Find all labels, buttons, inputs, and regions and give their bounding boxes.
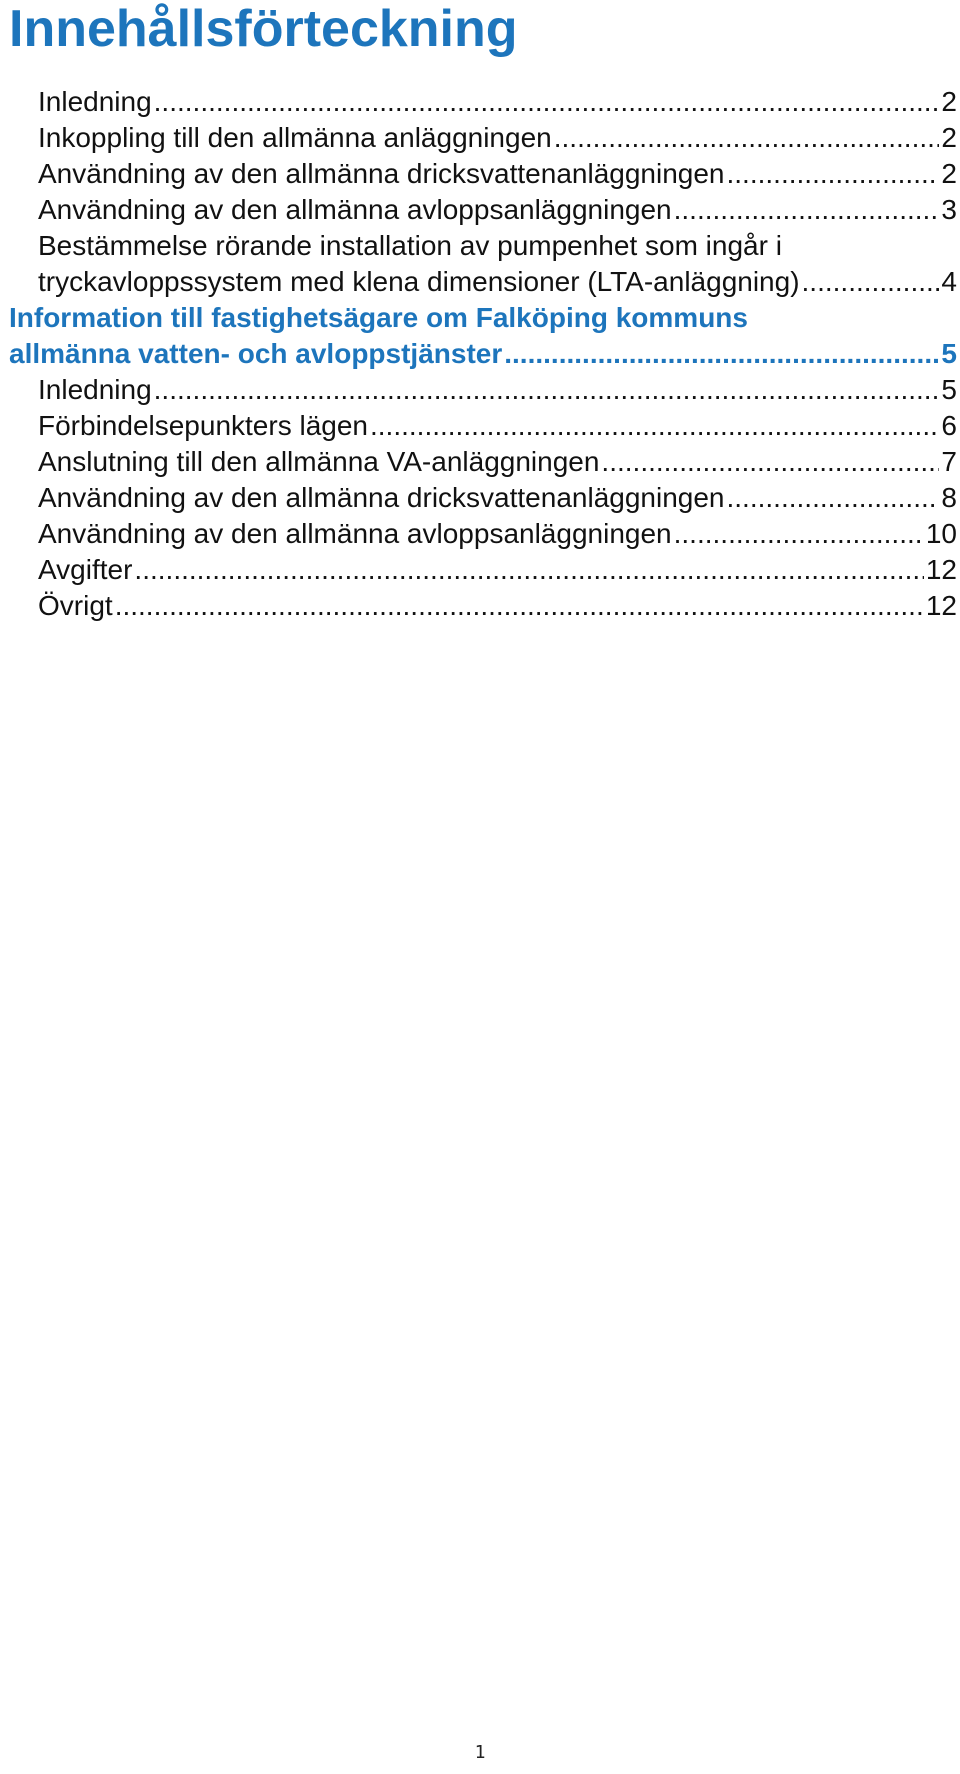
toc-dot-leader (674, 516, 924, 552)
toc-entry-text: Inkoppling till den allmänna anläggningen (38, 122, 552, 153)
toc-entry-page: 12 (925, 590, 957, 621)
toc-entry-page: 6 (941, 410, 957, 441)
toc-entry-text: Anslutning till den allmänna VA-anläggningen (38, 446, 600, 477)
toc-entry-text: Inledning (38, 86, 152, 117)
toc-dot-leader (601, 444, 939, 480)
toc-dot-leader (727, 156, 940, 192)
toc-section-heading[interactable] (0, 300, 960, 372)
toc-entry-page: 10 (925, 518, 957, 549)
toc-entry[interactable] (0, 84, 960, 120)
toc-entry-page: 7 (941, 446, 957, 477)
toc-entry[interactable] (0, 156, 960, 192)
toc-entry-page: 2 (941, 158, 957, 189)
toc-entry-text: Användning av den allmänna avloppsanläggningen (38, 194, 672, 225)
toc-entry-text: Inledning (38, 374, 152, 405)
toc-entry-text-line1: Information till fastighetsägare om Falköping kommuns (9, 302, 748, 333)
toc-entry-page: 5 (941, 374, 957, 405)
toc-entry-text: Avgifter (38, 554, 133, 585)
toc-entry[interactable] (0, 192, 960, 228)
toc-entry[interactable] (0, 444, 960, 480)
toc-dot-leader (674, 192, 940, 228)
toc-entry-page: 2 (941, 86, 957, 117)
toc-entry-page: 5 (941, 338, 957, 369)
toc-dot-leader (115, 588, 924, 624)
toc-entry[interactable] (0, 588, 960, 624)
toc-dot-leader (504, 336, 939, 372)
toc-entry-page: 3 (941, 194, 957, 225)
toc-entry[interactable] (0, 552, 960, 588)
toc-entry-text: Användning av den allmänna dricksvattenanläggningen (38, 482, 725, 513)
toc-entry[interactable] (0, 408, 960, 444)
toc-entry[interactable] (0, 372, 960, 408)
toc-entry-page: 12 (925, 554, 957, 585)
toc-dot-leader (727, 480, 940, 516)
toc-dot-leader (802, 264, 940, 300)
toc-entry-text-line2: allmänna vatten- och avloppstjänster (9, 338, 503, 369)
toc-entry-text: Användning av den allmänna avloppsanläggningen (38, 518, 672, 549)
toc-entry-text: Förbindelsepunkters lägen (38, 410, 368, 441)
toc-dot-leader (134, 552, 923, 588)
page-number: 1 (474, 1742, 486, 1763)
toc-entry[interactable] (0, 516, 960, 552)
toc-dot-leader (154, 84, 940, 120)
toc-entry-page: 4 (941, 266, 957, 297)
toc-dot-leader (554, 120, 940, 156)
toc-entry-page: 8 (941, 482, 957, 513)
toc-title: Innehållsförteckning (9, 0, 518, 58)
toc-entry-page: 2 (941, 122, 957, 153)
toc-entry-text-line1: Bestämmelse rörande installation av pumpenhet som ingår i (38, 230, 782, 261)
table-of-contents (0, 84, 960, 624)
toc-entry-text-line2: tryckavloppssystem med klena dimensioner (LTA-anläggning) (38, 266, 800, 297)
toc-entry[interactable] (0, 228, 960, 300)
toc-entry-text: Användning av den allmänna dricksvattenanläggningen (38, 158, 725, 189)
toc-dot-leader (154, 372, 940, 408)
toc-entry-text: Övrigt (38, 590, 113, 621)
toc-entry[interactable] (0, 120, 960, 156)
toc-entry[interactable] (0, 480, 960, 516)
toc-dot-leader (370, 408, 939, 444)
